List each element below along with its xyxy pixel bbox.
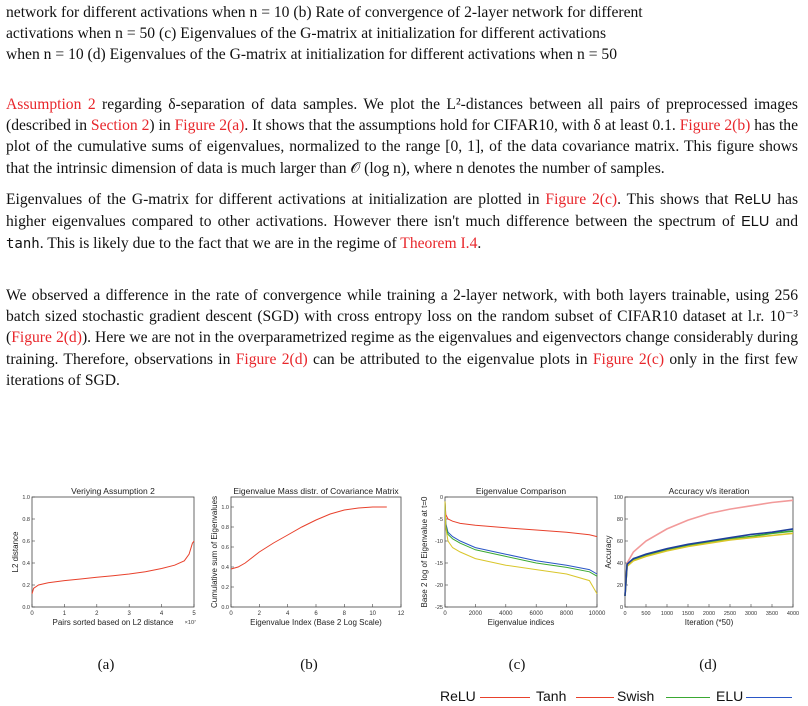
x-tick-label: 0 [623,611,627,617]
x-tick-label: 500 [641,611,651,617]
x-tick-label: 2500 [723,611,737,617]
plot-frame [445,497,597,607]
x-tick-label: 6 [314,611,318,617]
chart-title: Accuracy v/s iteration [668,486,750,496]
x-tick-label: 8 [342,611,347,617]
y-tick-label: 60 [616,539,623,545]
x-tick-label: 1000 [660,611,674,617]
link-section-2[interactable]: Section 2 [90,117,150,135]
paragraph-assumption [6,94,798,179]
link-figure-2c-second[interactable]: Figure 2(c) [592,350,665,368]
y-tick-label: 0.8 [22,517,30,523]
y-tick-label: 1.0 [221,505,229,511]
y-tick-label: 0.2 [221,585,229,591]
legend-label-elu: ELU [716,688,744,704]
y-tick-label: -15 [435,561,443,567]
paragraph-eigenvalues [6,189,798,256]
chart-3 [420,486,606,627]
y-tick-label: 0.6 [221,545,229,551]
x-axis-label: Eigenvalue Index (Base 2 Log Scale) [250,618,382,627]
x-tick-label: 0 [443,611,447,617]
chart-title: Eigenvalue Comparison [475,486,567,496]
legend-label-tanh: Tanh [536,688,567,704]
chart-title: Eigenvalue Mass distr. of Covariance Matrix [233,486,399,496]
link-figure-2b[interactable]: Figure 2(b) [679,117,751,135]
x-tick-label: 4000 [499,611,513,617]
y-tick-label: -5 [438,517,443,523]
y-axis-label: Cumulative sum of Eigenvalues [210,495,219,609]
y-axis-label: L2 distance [11,531,20,573]
legend-swatch-tanh [576,697,614,698]
y-tick-label: 100 [613,495,623,501]
caption-a: (a) [97,657,115,673]
elu-term: ELU [741,214,770,231]
x-tick-label: 5 [192,611,196,617]
chart-title: Veriying Assumption 2 [71,486,155,496]
x-axis-multiplier: ×10⁷ [184,620,196,626]
y-axis-label: Accuracy [604,535,613,569]
x-tick-label: 3000 [744,611,758,617]
figure-2-charts [0,485,808,645]
y-tick-label: 0.2 [22,583,30,589]
caption-line-1: network for different activations when n = 10 (b) Rate of convergence of 2-layer network for different [6,4,643,21]
para2-text-5: . This is likely due to the fact that we are in the regime of [39,235,401,253]
x-tick-label: 4 [159,611,164,617]
link-figure-2a[interactable]: Figure 2(a) [174,117,245,135]
y-tick-label: 0.4 [221,565,229,571]
tanh-term: tanh [6,236,40,253]
y-tick-label: -10 [435,539,443,545]
y-tick-label: 1.0 [22,495,30,501]
plot-frame [32,497,194,607]
legend-swatch-swish [666,697,710,698]
caption-line-3: when n = 10 (d) Eigenvalues of the G-matrix at initialization for different activations when n = 50 [6,46,617,64]
link-figure-2d[interactable]: Figure 2(d) [11,329,82,347]
chart-1 [11,486,196,627]
para1-text-2: ) in [149,117,175,135]
legend-swatch-elu [746,697,792,698]
y-tick-label: 0 [619,605,623,611]
chart-4 [604,486,799,627]
y-tick-label: 80 [616,517,623,523]
figure-caption-top [6,2,798,66]
x-tick-label: 4 [285,611,290,617]
chart-2 [210,486,405,627]
caption-line-2: activations when n = 50 (c) Eigenvalues of the G-matrix at initialization for different activations [6,25,607,43]
x-tick-label: 2000 [468,611,483,617]
plot-frame [231,497,401,607]
link-theorem-i4[interactable]: Theorem I.4 [400,235,478,253]
para3-text-4: only in the first few iterations of SGD. [6,350,799,389]
y-tick-label: 0.6 [22,539,30,545]
x-tick-label: 3 [127,611,131,617]
x-axis-label: Eigenvalue indices [487,618,555,627]
para3-text-1: We observed a difference in the rate of convergence while training a 2-layer network, with both layers trainable, using 256 batch sized stochastic gradient descent (SGD) with cross entropy loss on the random subset of CIFAR10 dataset at l.r. 10⁻³ ( [6,287,798,347]
para1-text-3: . It shows that the assumptions hold for CIFAR10, with δ at least 0.1. [244,117,680,135]
para1-text-1: regarding δ-separation of data samples. We plot the L²-distances between all pairs of preprocessed images (described in [6,96,798,135]
x-tick-label: 2000 [702,611,716,617]
x-tick-label: 1 [62,611,67,617]
para1-text-4: has the plot of the cumulative sums of eigenvalues, normalized to the range [0, 1], of the data covariance matrix. This figure shows that the intrinsic dimension of data is much larger than 𝒪 (log n), where n denotes the number of samples. [6,117,798,177]
para2-text-2: . This shows that [617,191,735,208]
x-tick-label: 6000 [529,611,543,617]
x-tick-label: 2 [257,611,262,617]
x-axis-label: Pairs sorted based on L2 distance [52,618,174,627]
y-tick-label: 0.4 [22,561,30,567]
x-tick-label: 8000 [559,611,574,617]
x-tick-label: 0 [30,611,34,617]
para2-text-3: has higher eigenvalues compared to other activations. However there isn't much difference between the spectrum of [6,191,799,231]
para2-text-6: . [477,235,482,253]
x-tick-label: 2 [95,611,99,617]
y-tick-label: 0.0 [22,605,30,611]
y-tick-label: -20 [435,583,443,589]
caption-b: (b) [300,657,318,673]
legend-label-swish: Swish [617,688,655,704]
y-tick-label: -25 [435,605,443,611]
y-tick-label: 0.0 [221,605,229,611]
x-tick-label: 0 [229,611,233,617]
x-tick-label: 3500 [765,611,779,617]
caption-d: (d) [699,657,717,673]
y-axis-label: Base 2 log of Eigenvalue at t=0 [420,496,429,608]
legend-label-relu: ReLU [440,688,476,704]
para3-text-2: ). Here we are not in the overparametrized regime as the eigenvalues and eigenvectors change considerably during training. Therefore, observations in [6,329,798,368]
caption-c: (c) [508,657,526,673]
y-tick-label: 0 [439,495,443,501]
y-tick-label: 20 [616,583,623,589]
y-tick-label: 0.8 [221,525,229,531]
x-tick-label: 1500 [681,611,695,617]
y-tick-label: 40 [616,561,623,567]
para2-text-1: Eigenvalues of the G-matrix for different activations at initialization are plotted in [6,191,546,208]
legend-swatch-relu [480,697,530,698]
x-tick-label: 10000 [588,611,606,617]
para2-text-4: and [769,213,798,231]
link-figure-2d-second[interactable]: Figure 2(d) [235,350,308,368]
link-figure-2c[interactable]: Figure 2(c) [545,191,618,208]
paragraph-convergence [6,285,798,391]
relu-term: ReLU [734,192,772,208]
x-tick-label: 12 [397,611,405,617]
para3-text-3: can be attributed to the eigenvalue plots in [307,350,593,368]
x-tick-label: 10 [369,611,377,617]
x-axis-label: Iteration (*50) [684,618,734,627]
x-tick-label: 4000 [786,611,800,617]
link-assumption-2[interactable]: Assumption 2 [6,96,96,113]
